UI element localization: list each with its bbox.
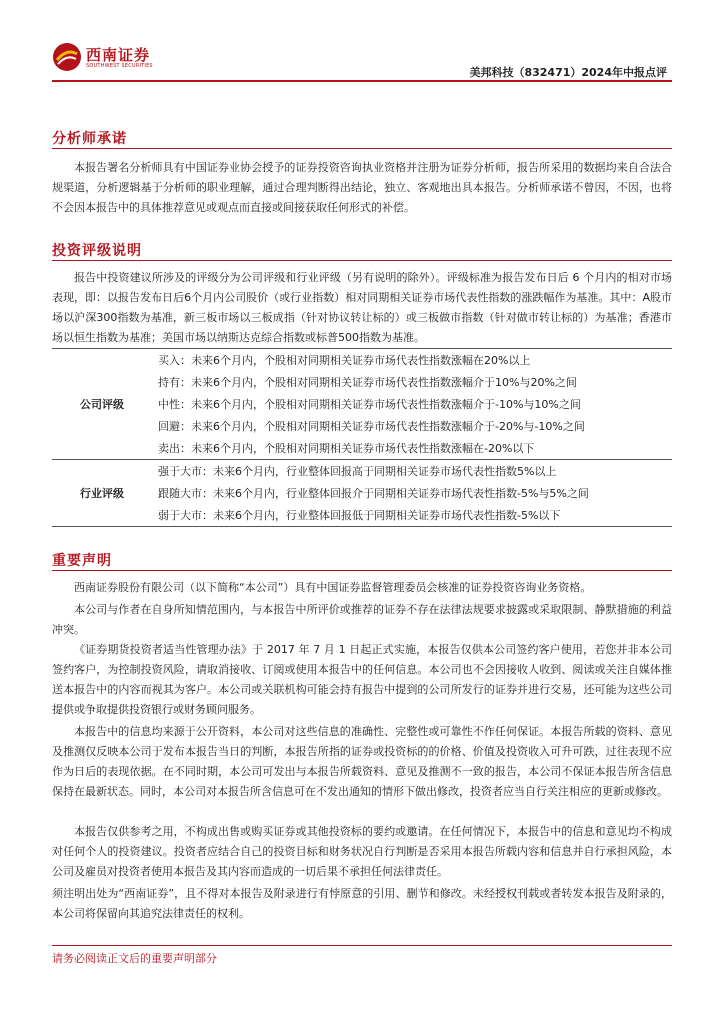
rating-intro-text: 报告中投资建议所涉及的评级分为公司评级和行业评级（另有说明的除外）。评级标准为报告发布日后 6 个月内的相对市场表现，即：以报告发布日后6个月内公司股价（或行业指数）相对同期相关证券市场代表性指数的涨跌幅作为基准。其中：A股市场以沪深300指数为基准，新三板市场以三板成指（针对协议转让标的）或三板做市指数（针对做市转让标的）为基准；香港市场以恒生指数为基准；美国市场以纳斯达克综合指数或标普500指数为基准。 <box>52 271 672 344</box>
company-rating-item: 买入：未来6个月内，个股相对同期相关证券市场代表性指数涨幅在20%以上 <box>152 349 672 372</box>
disclaimer-paragraph: 本公司与作者在自身所知情范围内，与本报告中所评价或推荐的证券不存在法律法规要求披露或采取限制、静默措施的利益冲突。 <box>52 603 672 636</box>
copyright-notice: 须注明出处为“西南证券”，且不得对本报告及附录进行有悖原意的引用、删节和修改。未经授权刊载或者转发本报告及附录的，本公司将保留向其追究法律责任的权利。 <box>52 887 672 920</box>
header-divider <box>52 80 672 82</box>
company-logo <box>52 42 152 76</box>
disclaimer-paragraph: 本报告中的信息均来源于公开资料，本公司对这些信息的准确性、完整性或可靠性不作任何保证。本报告所载的资料、意见及推测仅反映本公司于发布本报告当日的判断，本报告所指的证券或投资标的的价格、价值及投资收入可升可跌，过往表现不应作为日后的表现依据。在不同时期，本公司可发出与本报告所载资料、意见及推测不一致的报告，本公司不保证本报告所含信息保持在最新状态。同时，本公司对本报告所含信息可在不发出通知的情形下做出修改，投资者应当自行关注相应的更新或修改。 <box>52 725 672 798</box>
section-title-rating: 投资评级说明 <box>52 243 142 259</box>
section-divider <box>52 148 672 149</box>
section-divider <box>52 570 672 571</box>
section-title-disclaimer: 重要声明 <box>52 553 112 569</box>
table-row <box>52 460 672 483</box>
footer-divider <box>52 945 672 946</box>
company-rating-item: 中性：未来6个月内，个股相对同期相关证券市场代表性指数涨幅介于-10%与10%之间 <box>158 398 581 411</box>
company-rating-item: 卖出：未来6个月内，个股相对同期相关证券市场代表性指数涨幅在-20%以下 <box>152 437 672 460</box>
industry-rating-item: 弱于大市：未来6个月内，行业整体回报低于同期相关证券市场代表性指数-5%以下 <box>152 504 672 527</box>
report-title: 美邦科技（832471）2024年中报点评 <box>469 66 667 79</box>
logo-text-cn: 西南证券 <box>86 46 151 64</box>
logo-mark-icon <box>52 42 82 72</box>
industry-rating-item: 跟随大市：未来6个月内，行业整体回报介于同期相关证券市场代表性指数-5%与5%之间 <box>158 487 589 500</box>
disclaimer-paragraph: 本报告仅供参考之用，不构成出售或购买证券或其他投资标的要约或邀请。在任何情况下，本报告中的信息和意见均不构成对任何个人的投资建议。投资者应结合自己的投资目标和财务状况自行判断是否采用本报告所载内容和信息并自行承担风险，本公司及雇员对投资者使用本报告及其内容而造成的一切后果不承担任何法律责任。 <box>52 825 672 878</box>
rating-table <box>52 348 672 527</box>
section-title-analyst: 分析师承诺 <box>52 131 127 147</box>
disclaimer-paragraph: 《证券期货投资者适当性管理办法》于 2017 年 7 月 1 日起正式实施，本报告仅供本公司签约客户使用，若您并非本公司签约客户，为控制投资风险，请取消接收、订阅或使用本报告中的任何信息。本公司也不会因接收人收到、阅读或关注自媒体推送本报告中的内容而视其为客户。本公司或关联机构可能会持有报告中提到的公司所发行的证券并进行交易，还可能为这些公司提供或争取提供投资银行或财务顾问服务。 <box>52 643 672 716</box>
table-row <box>52 349 672 372</box>
company-rating-label: 公司评级 <box>52 349 152 460</box>
industry-rating-label: 行业评级 <box>52 460 152 527</box>
company-rating-item: 回避：未来6个月内，个股相对同期相关证券市场代表性指数涨幅介于-20%与-10%之间 <box>158 420 585 433</box>
section-divider <box>52 260 672 261</box>
industry-rating-item: 强于大市：未来6个月内，行业整体回报高于同期相关证券市场代表性指数5%以上 <box>152 460 672 483</box>
disclaimer-paragraph: 西南证券股份有限公司（以下简称“本公司”）具有中国证券监督管理委员会核准的证券投资咨询业务资格。 <box>74 581 592 594</box>
company-rating-item: 持有：未来6个月内，个股相对同期相关证券市场代表性指数涨幅介于10%与20%之间 <box>158 376 577 389</box>
logo-text-en: SOUTHWEST SECURITIES <box>86 63 153 69</box>
footer-notice: 请务必阅读正文后的重要声明部分 <box>52 952 217 965</box>
analyst-commitment-text: 本报告署名分析师具有中国证券业协会授予的证券投资咨询执业资格并注册为证券分析师，报告所采用的数据均来自合法合规渠道，分析逻辑基于分析师的职业理解，通过合理判断得出结论，独立、客观地出具本报告。分析师承诺不曾因，不因，也将不会因本报告中的具体推荐意见或观点而直接或间接获取任何形式的补偿。 <box>52 161 672 214</box>
